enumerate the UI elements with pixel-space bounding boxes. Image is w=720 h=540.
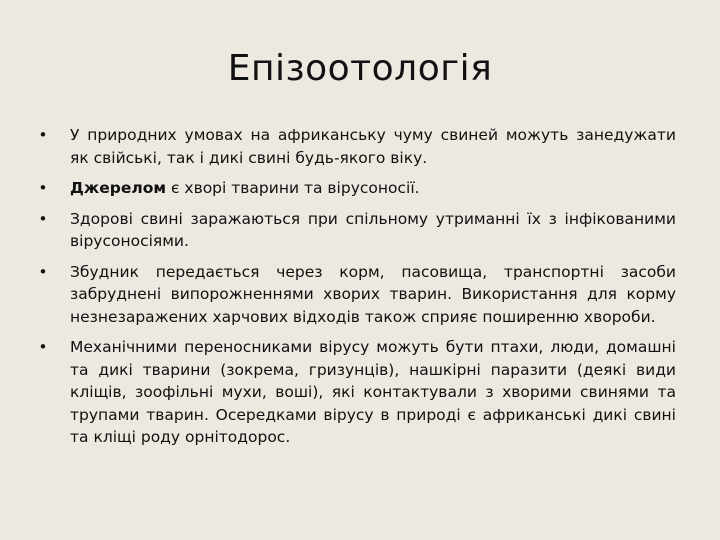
bullet-icon: •: [38, 126, 48, 144]
bullet-icon: •: [38, 179, 48, 197]
bullet-text: є хворі тварини та вірусоносії.: [166, 179, 420, 197]
bullet-bold-text: Джерелом: [70, 179, 167, 197]
bullet-item: [36, 177, 676, 200]
bullet-icon: •: [38, 209, 48, 228]
bullet-icon: •: [38, 262, 48, 281]
bullet-text: Збудник передається через корм, пасовища, транспортні засоби забруднені випорожненнями хворих тварин. Використання для корму незнезаражених харчових відходів також сприяє поширенню хвороби.: [70, 262, 676, 326]
slide-title: Епізоотологія: [227, 48, 493, 89]
bullet-text: Здорові свині заражаються при спільному утриманні їх з інфікованими вірусоносіями.: [70, 209, 676, 250]
bullet-item: [36, 261, 676, 329]
bullet-item: [36, 124, 676, 169]
bullet-item: [36, 208, 676, 253]
bullet-text: У природних умовах на африканську чуму свиней можуть занедужати як свійські, так і дикі свині будь-якого віку.: [70, 126, 676, 167]
bullet-text: Механічними переносниками вірусу можуть бути птахи, люди, домашні та дикі тварини (зокрема, гризунців), нашкірні паразити (деякі види кліщів, зоофільні мухи, воші), які контактували з хворими свинями та трупами тварин. Осередками вірусу в природі є африканські дикі свині та кліщі роду орнітодорос.: [70, 338, 676, 446]
bullet-list: [36, 124, 676, 457]
bullet-item: [36, 336, 676, 449]
bullet-icon: •: [38, 338, 48, 356]
